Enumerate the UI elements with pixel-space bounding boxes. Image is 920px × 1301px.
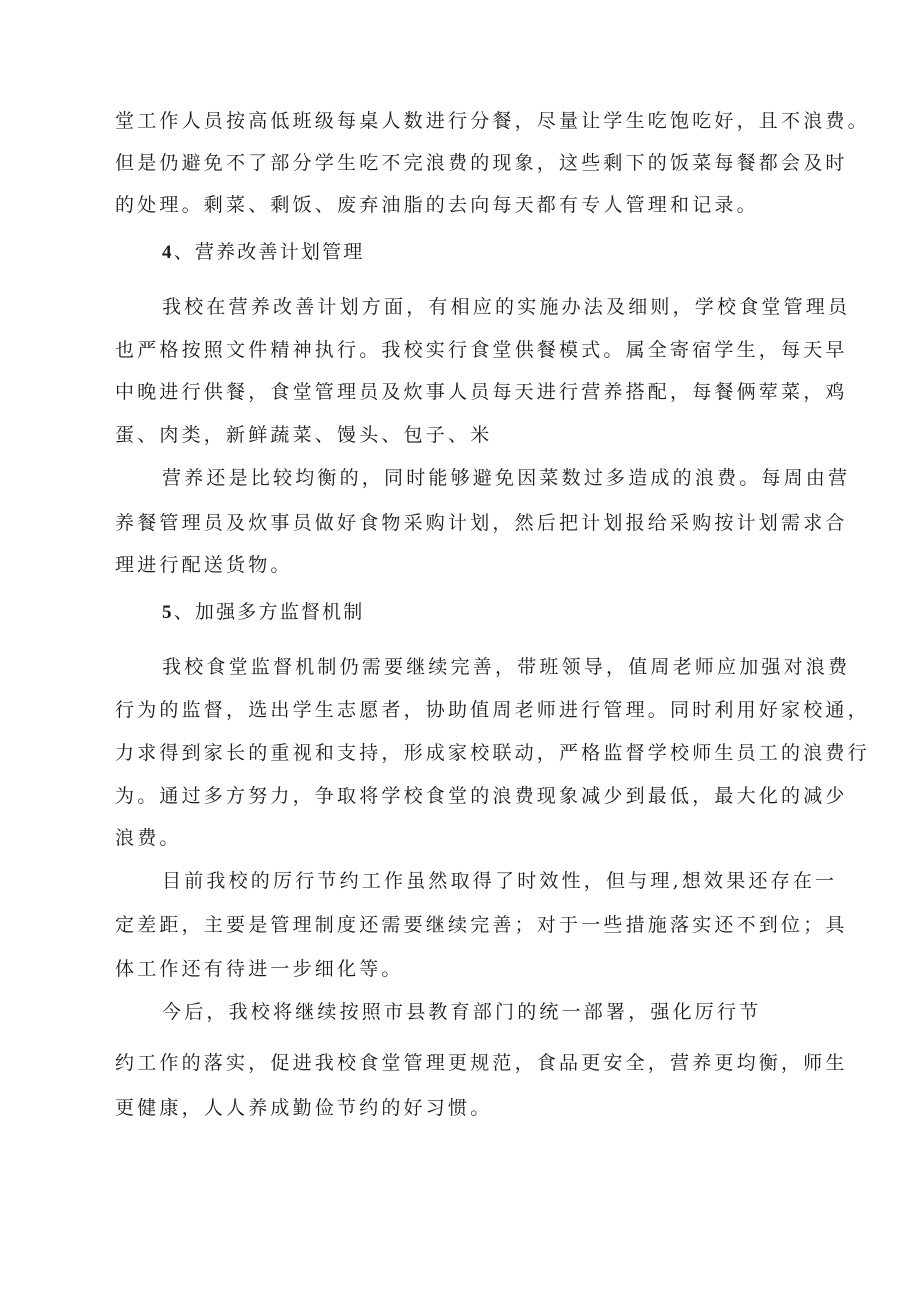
- section-title: 、营养改善计划管理: [173, 241, 365, 263]
- text-line: 浪费。: [115, 827, 182, 849]
- section-number: 4: [162, 242, 174, 263]
- text-line: 目前我校的厉行节约工作虽然取得了时效性，但与理,想效果还存在一: [162, 870, 838, 892]
- text-line: 蛋、肉类，新鲜蔬菜、馒头、包子、米: [115, 424, 493, 446]
- text-line: 定差距，主要是管理制度还需要继续完善；对于一些措施落实还不到位；具: [115, 914, 848, 936]
- text-line: 理进行配送货物。: [115, 554, 293, 576]
- text-line: 中晚进行供餐，食堂管理员及炊事人员每天进行营养搭配，每餐俩荤菜，鸡: [115, 381, 848, 403]
- text-line: 今后，我校将继续按照市县教育部门的统一部署，强化厉行节: [162, 1001, 762, 1023]
- text-line: 养餐管理员及炊事员做好食物采购计划，然后把计划报给采购按计划需求合: [115, 512, 848, 534]
- text-line: 但是仍避免不了部分学生吃不完浪费的现象，这些剩下的饭菜每餐都会及时: [115, 152, 848, 174]
- text-line: 力求得到家长的重视和支持，形成家校联动，严格监督学校师生员工的浪费行: [115, 742, 870, 764]
- text-line: 的处理。剩菜、剩饭、废弃油脂的去向每天都有专人管理和记录。: [115, 194, 759, 216]
- section-heading-4: [162, 240, 365, 265]
- text-line: 营养还是比较均衡的，同时能够避免因菜数过多造成的浪费。每周由营: [162, 467, 851, 489]
- text-line: 行为的监督，选出学生志愿者，协助值周老师进行管理。同时利用好家校通，: [115, 699, 870, 721]
- section-heading-5: [162, 600, 365, 625]
- text-line: 体工作还有待进一步细化等。: [115, 958, 404, 980]
- text-line: 约工作的落实，促进我校食堂管理更规范，食品更安全，营养更均衡，师生: [115, 1052, 848, 1074]
- text-line: 更健康，人人养成勤俭节约的好习惯。: [115, 1097, 493, 1119]
- text-line: 我校食堂监督机制仍需要继续完善，带班领导，值周老师应加强对浪费: [162, 656, 851, 678]
- text-line: 为。通过多方努力，争取将学校食堂的浪费现象减少到最低，最大化的减少: [115, 785, 848, 807]
- text-line: 堂工作人员按高低班级每桌人数进行分餐，尽量让学生吃饱吃好，且不浪费。: [115, 110, 870, 132]
- text-line: 我校在营养改善计划方面，有相应的实施办法及细则，学校食堂管理员: [162, 296, 851, 318]
- section-title: 、加强多方监督机制: [173, 601, 365, 623]
- section-number: 5: [162, 602, 174, 623]
- text-line: 也严格按照文件精神执行。我校实行食堂供餐模式。属全寄宿学生，每天早: [115, 339, 848, 361]
